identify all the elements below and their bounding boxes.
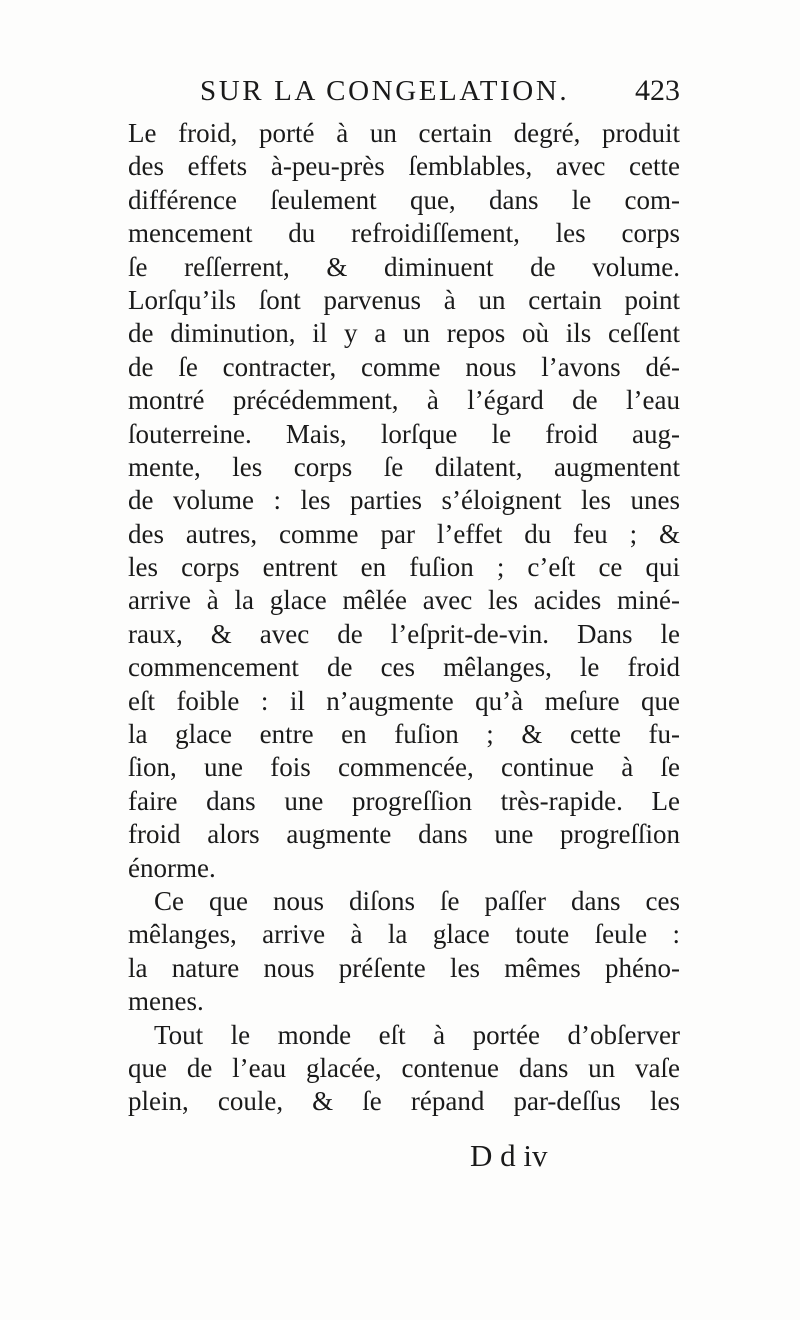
text-line: la glace entre en fuſion ; & cette fu- — [128, 719, 680, 750]
text-line: raux, & avec de l’eſprit-de-vin. Dans le — [128, 618, 680, 649]
text-line: plein, coule, & ſe répand par-deſſus les — [128, 1086, 680, 1117]
text-line: mêlanges, arrive à la glace toute ſeule : — [128, 919, 680, 950]
text-line: des effets à-peu-près ſemblables, avec cette — [128, 151, 680, 182]
running-head — [200, 74, 680, 114]
paragraph-3 — [128, 1019, 680, 1119]
paragraph-1 — [128, 117, 680, 885]
text-line: montré précédemment, à l’égard de l’eau — [128, 385, 680, 416]
body-text — [128, 117, 680, 1119]
text-line: des autres, comme par l’effet du feu ; & — [128, 518, 680, 549]
text-line: eſt foible : il n’augmente qu’à meſure que — [128, 685, 680, 716]
text-line: ſe reſſerrent, & diminuent de volume. — [128, 251, 680, 282]
page-number: 423 — [635, 74, 680, 107]
text-line: les corps entrent en fuſion ; c’eſt ce qui — [128, 552, 680, 583]
text-line: menes. — [128, 986, 204, 1017]
text-line: de diminution, il y a un repos où ils ceſſent — [128, 318, 680, 349]
text-line: différence ſeulement que, dans le com- — [128, 184, 680, 215]
text-line: Tout le monde eſt à portée d’obſerver — [154, 1019, 680, 1050]
text-line: ſion, une fois commencée, continue à ſe — [128, 752, 680, 783]
text-line: Lorſqu’ils ſont parvenus à un certain point — [128, 284, 680, 315]
text-line: la nature nous préſente les mêmes phéno- — [128, 952, 680, 983]
text-line: de volume : les parties s’éloignent les unes — [128, 485, 680, 516]
text-line: faire dans une progreſſion très-rapide. Le — [128, 785, 680, 816]
paragraph-2 — [128, 885, 680, 1019]
text-line: énorme. — [128, 852, 216, 883]
text-line: mente, les corps ſe dilatent, augmentent — [128, 451, 680, 482]
text-line: mencement du refroidiſſement, les corps — [128, 218, 680, 249]
text-line: Ce que nous diſons ſe paſſer dans ces — [154, 885, 680, 916]
text-line: ſouterreine. Mais, lorſque le froid aug- — [128, 418, 680, 449]
text-line: arrive à la glace mêlée avec les acides miné- — [128, 585, 680, 616]
text-line: froid alors augmente dans une progreſſion — [128, 819, 680, 850]
signature-mark: D d iv — [470, 1138, 548, 1173]
text-line: Le froid, porté à un certain degré, produit — [128, 118, 680, 148]
running-title: SUR LA CONGELATION. — [200, 75, 570, 107]
text-line: commencement de ces mêlanges, le froid — [128, 652, 680, 683]
text-line: que de l’eau glacée, contenue dans un vaſe — [128, 1052, 680, 1083]
text-line: de ſe contracter, comme nous l’avons dé- — [128, 351, 680, 382]
